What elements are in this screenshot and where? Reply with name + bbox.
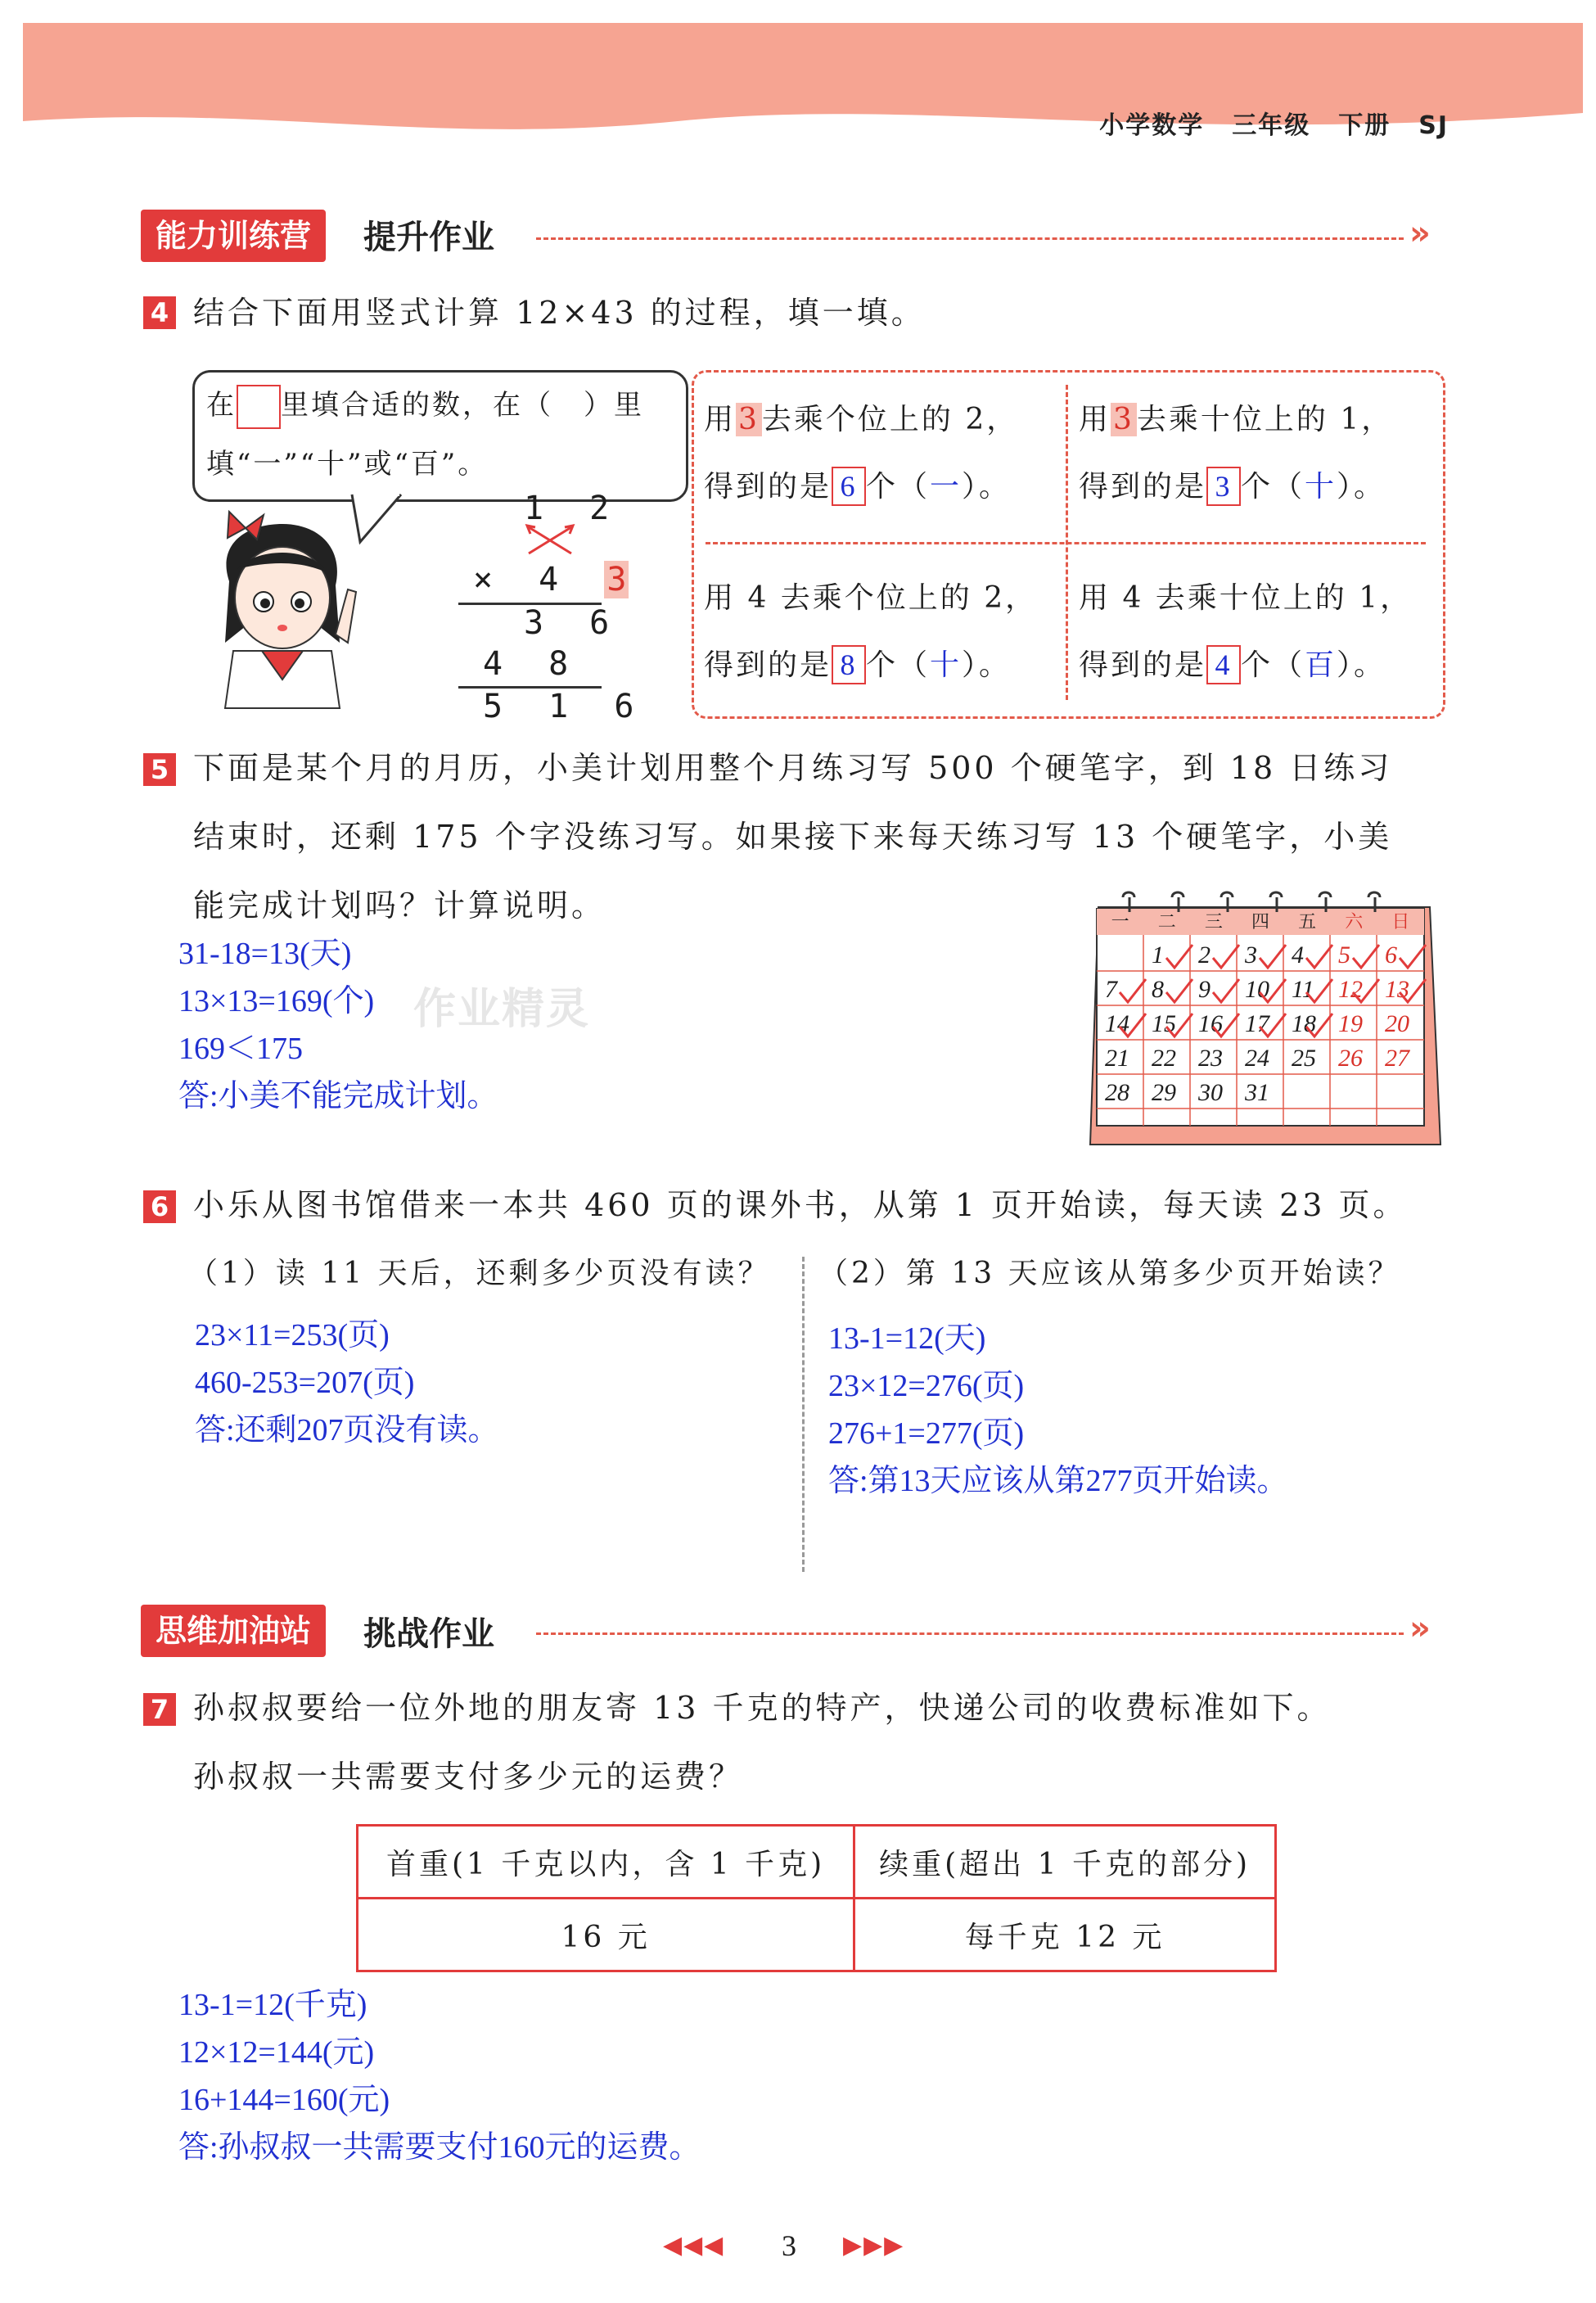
calendar-day: 13 [1385, 976, 1409, 1003]
bubble-line-2: 填“一”“十”或“百”。 [206, 448, 489, 481]
answer-line: 答:第13天应该从第277页开始读。 [828, 1464, 1288, 1498]
vertical-row-2: × 4 3 [473, 561, 629, 598]
calendar-day: 26 [1338, 1045, 1363, 1072]
question-line-3: 能完成计划吗？计算说明。 [193, 887, 606, 923]
grid-cell-4: 用 4 去乘十位上的 1， 得到的是 4 个（百）。 [1079, 565, 1412, 699]
answer-line: 答:孙叔叔一共需要支付160元的运费。 [178, 2130, 701, 2165]
speech-bubble [192, 370, 688, 502]
calendar [1082, 891, 1442, 1154]
answer-line: 23×12=276(页) [828, 1369, 1025, 1403]
answer-line: 13×13=169(个) [178, 984, 375, 1018]
check-mark-icon [1116, 978, 1149, 1005]
sub-question-1: （1）读 11 天后，还剩多少页没有读？ [188, 1257, 771, 1290]
check-mark-icon [1256, 943, 1289, 971]
answer-line: 13-1=12(千克) [178, 1988, 367, 2022]
section-subtitle: 提升作业 [363, 219, 494, 256]
page-number: 3 [782, 2229, 796, 2262]
calendar-day: 12 [1338, 976, 1363, 1003]
watermark: 作业精灵 [413, 985, 591, 1034]
question-text: 结合下面用竖式计算 12×43 的过程，填一填。 [193, 295, 926, 331]
calendar-day: 6 [1385, 942, 1397, 969]
answer-box: 3 [1206, 467, 1241, 506]
grid-hline [706, 542, 1426, 544]
check-mark-icon [1116, 1012, 1149, 1040]
cross-arrows [522, 524, 579, 557]
calendar-day: 24 [1245, 1045, 1269, 1072]
calendar-day: 10 [1245, 976, 1269, 1003]
question-line-2: 孙叔叔一共需要支付多少元的运费？ [193, 1759, 744, 1795]
double-chevron-icon: » [1409, 214, 1431, 252]
grid-cell-3: 用 4 去乘个位上的 2， 得到的是 8 个（十）。 [704, 565, 1037, 699]
check-mark-icon [1396, 978, 1429, 1005]
question-number: 6 [143, 1190, 176, 1223]
question-line-2: 结束时，还剩 175 个字没练习写。如果接下来每天练习写 13 个硬笔字，小美 [193, 819, 1393, 855]
table-cell: 16 元 [358, 1899, 854, 1971]
double-chevron-icon: » [1409, 1610, 1431, 1647]
table-header: 续重(超出 1 千克的部分) [854, 1826, 1276, 1899]
calendar-day: 25 [1292, 1045, 1316, 1072]
check-mark-icon [1303, 1012, 1336, 1040]
calendar-day: 21 [1105, 1045, 1129, 1072]
calendar-day: 19 [1338, 1010, 1363, 1037]
table-header: 首重(1 千克以内，含 1 千克) [358, 1826, 854, 1899]
next-arrows-icon: ▶▶▶ [843, 2231, 905, 2260]
answer-line: 答:小美不能完成计划。 [178, 1079, 498, 1113]
answer-box: 4 [1206, 645, 1241, 684]
calendar-day: 4 [1292, 942, 1304, 969]
girl-illustration [196, 503, 368, 716]
check-mark-icon [1303, 978, 1336, 1005]
vertical-row-4: 4 8 [483, 645, 582, 683]
subject: 小学数学 [1099, 111, 1205, 140]
check-mark-icon [1396, 943, 1429, 971]
question-number: 4 [143, 296, 176, 329]
calendar-day: 1 [1152, 942, 1164, 969]
grid-cell-1: 用3去乘个位上的 2， 得到的是 6 个（一）。 [704, 386, 1018, 521]
check-mark-icon [1350, 943, 1382, 971]
question-number: 5 [143, 753, 176, 786]
table-cell: 每千克 12 元 [854, 1899, 1276, 1971]
fee-table [356, 1824, 1277, 1972]
answer-line: 16+144=160(元) [178, 2083, 390, 2117]
vertical-row-5: 5 1 6 [483, 688, 647, 725]
table-row [358, 1899, 1276, 1971]
answer-line: 13-1=12(天) [828, 1321, 986, 1356]
calendar-day: 5 [1338, 942, 1350, 969]
calendar-day: 23 [1198, 1045, 1223, 1072]
question-text: 小乐从图书馆借来一本共 460 页的课外书，从第 1 页开始读，每天读 23 页。 [193, 1187, 1408, 1223]
calendar-day: 11 [1292, 976, 1314, 1003]
answer-line: 460-253=207(页) [195, 1366, 415, 1400]
calendar-day: 30 [1198, 1079, 1223, 1106]
blank-square [237, 385, 281, 429]
calendar-day: 15 [1152, 1010, 1176, 1037]
calendar-day: 31 [1245, 1079, 1269, 1106]
calendar-days [1082, 891, 1442, 1154]
section-divider [536, 237, 1404, 240]
calendar-day: 3 [1245, 942, 1257, 969]
answer-box: 8 [832, 645, 866, 684]
calendar-day: 20 [1385, 1010, 1409, 1037]
check-mark-icon [1210, 943, 1242, 971]
answer-line: 276+1=277(页) [828, 1416, 1025, 1451]
question-line-1: 下面是某个月的月历，小美计划用整个月练习写 500 个硬笔字，到 18 日练习 [193, 750, 1393, 786]
table-row [358, 1826, 1276, 1899]
column-divider [802, 1257, 805, 1572]
answer-block [195, 1312, 499, 1454]
answer-line: 169＜175 [178, 1032, 304, 1066]
check-mark-icon [1303, 943, 1336, 971]
answer-box: 6 [832, 467, 866, 506]
check-mark-icon [1163, 978, 1196, 1005]
grade: 三年级 [1232, 111, 1311, 140]
answer-block [828, 1315, 1288, 1505]
section-tag: 能力训练营 [141, 210, 326, 262]
vertical-row-1: 1 2 [524, 490, 623, 527]
check-mark-icon [1210, 1012, 1242, 1040]
calendar-day: 8 [1152, 976, 1164, 1003]
calendar-day: 14 [1105, 1010, 1129, 1037]
check-mark-icon [1163, 943, 1196, 971]
answer-block [178, 1981, 701, 2171]
vertical-row-3: 3 6 [524, 604, 623, 642]
answer-line: 31-18=13(天) [178, 937, 352, 971]
prev-arrows-icon: ◀◀◀ [663, 2231, 725, 2260]
answer-line: 答:还剩207页没有读。 [195, 1413, 499, 1447]
calendar-day: 22 [1152, 1045, 1176, 1072]
check-mark-icon [1256, 1012, 1289, 1040]
question-line-1: 孙叔叔要给一位外地的朋友寄 13 千克的特产，快递公司的收费标准如下。 [193, 1690, 1332, 1726]
sub-question-2: （2）第 13 天应该从第多少页开始读？ [818, 1257, 1401, 1290]
section-subtitle: 挑战作业 [363, 1615, 494, 1653]
calendar-day: 18 [1292, 1010, 1316, 1037]
grid-cell-2: 用3去乘十位上的 1， 得到的是 3 个（十）。 [1079, 386, 1393, 521]
edition: SJ [1418, 111, 1449, 140]
answer-line: 12×12=144(元) [178, 2035, 375, 2070]
bubble-line-1: 在 里填合适的数，在（ ）里 [195, 373, 686, 436]
calendar-day: 27 [1385, 1045, 1409, 1072]
check-mark-icon [1256, 978, 1289, 1005]
book-info [1071, 105, 1449, 141]
calendar-day: 2 [1198, 942, 1211, 969]
check-mark-icon [1350, 978, 1382, 1005]
section-tag: 思维加油站 [141, 1605, 326, 1657]
calendar-day: 17 [1245, 1010, 1269, 1037]
check-mark-icon [1163, 1012, 1196, 1040]
section-divider [536, 1632, 1404, 1635]
check-mark-icon [1210, 978, 1242, 1005]
calendar-day: 9 [1198, 976, 1211, 1003]
calendar-day: 7 [1105, 976, 1117, 1003]
calendar-day: 28 [1105, 1079, 1129, 1106]
calendar-day: 29 [1152, 1079, 1176, 1106]
question-number: 7 [143, 1693, 176, 1726]
volume: 下册 [1338, 111, 1391, 140]
answer-line: 23×11=253(页) [195, 1318, 390, 1352]
calendar-day: 16 [1198, 1010, 1223, 1037]
calendar-weekdays: 一 二 三 四 五 六 日 [1111, 912, 1410, 932]
